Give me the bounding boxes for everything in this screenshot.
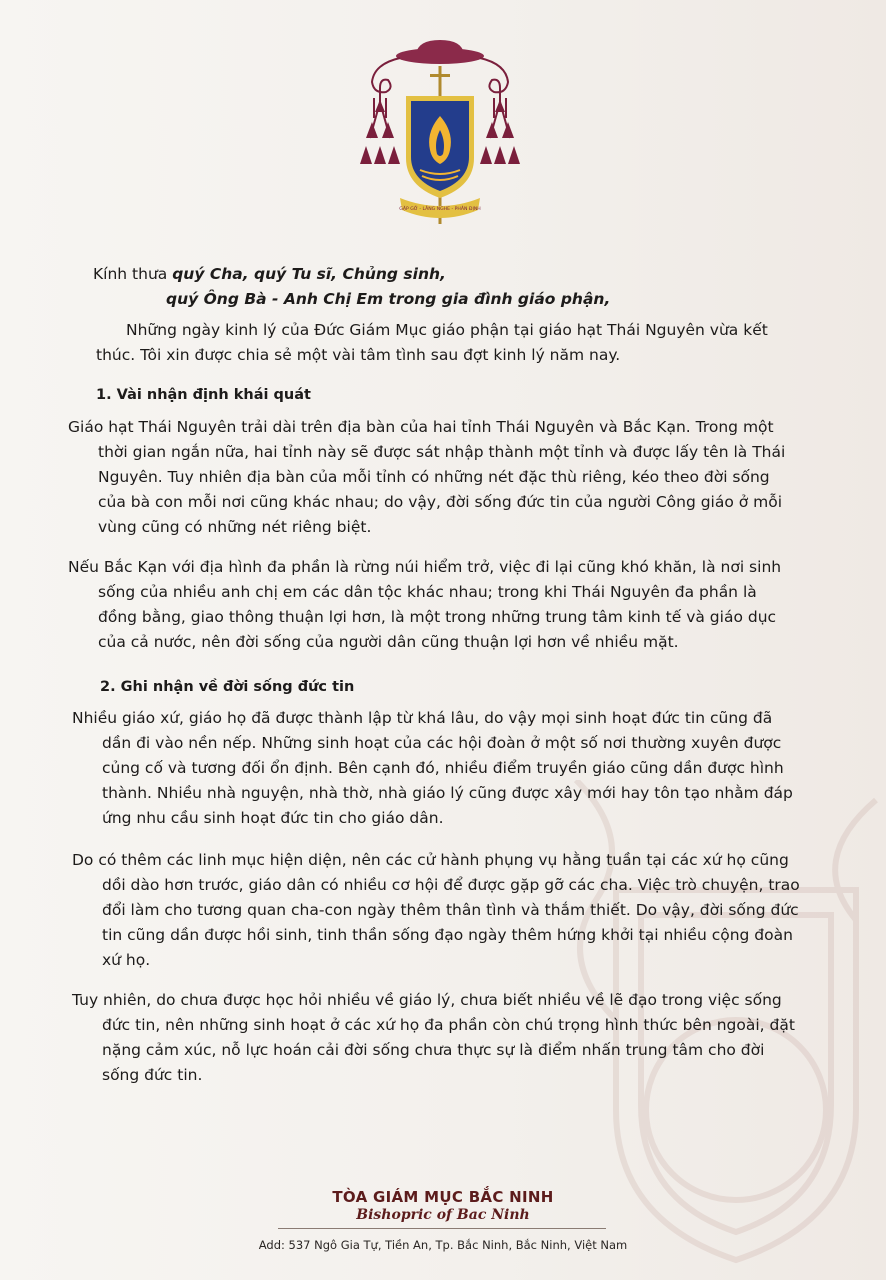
section-1-heading: 1. Vài nhận định khái quát xyxy=(96,387,311,403)
section-2-paragraph-3: Tuy nhiên, do chưa được học hỏi nhiều về giáo lý, chưa biết nhiều về lẽ đạo trong việc sống đức tin, nên những sinh hoạt ở các xứ họ đa phần còn chú trọng hình thức bên ngoài, đặt nặng cảm xúc, nỗ lực hoán cải đời sống chưa thực sự là điểm nhấn trung tâm cho đời sống đức tin. xyxy=(72,991,795,1084)
footer-subtitle: Bishopric of Bac Ninh xyxy=(356,1207,530,1223)
footer-title: TÒA GIÁM MỤC BẮC NINH xyxy=(332,1188,554,1206)
footer-divider xyxy=(278,1228,606,1229)
section-1-paragraph-2: Nếu Bắc Kạn với địa hình đa phần là rừng núi hiểm trở, việc đi lại cũng khó khăn, là nơi sinh sống của nhiều anh chị em các dân tộc khác nhau; trong khi Thái Nguyên đa phần là đồng bằng, giao thông thuận lợi hơn, là một trong những trung tâm kinh tế và giáo dục của cả nước, nên đời sống của người dân cũng thuận lợi hơn về nhiều mặt. xyxy=(68,558,782,651)
section-2-paragraph-1: Nhiều giáo xứ, giáo họ đã được thành lập từ khá lâu, do vậy mọi sinh hoạt đức tin cũng đã dần đi vào nền nếp. Những sinh hoạt của các hội đoàn ở một số nơi thường xuyên được củng cố và tương đối ổn định. Bên cạnh đó, nhiều điểm truyền giáo cũng dần được hình thành. Nhiều nhà nguyện, nhà thờ, nhà giáo lý cũng được xây mới hay tôn tạo nhằm đáp ứng nhu cầu sinh hoạt đức tin cho giáo dân. xyxy=(72,709,793,827)
coat-of-arms-icon xyxy=(360,38,520,228)
salutation xyxy=(93,262,610,312)
section-2-heading: 2. Ghi nhận về đời sống đức tin xyxy=(100,679,355,695)
section-2-paragraph-2: Do có thêm các linh mục hiện diện, nên các cử hành phụng vụ hằng tuần tại các xứ họ cũng dồi dào hơn trước, giáo dân có nhiều cơ hội để được gặp gỡ các cha. Việc trò chuyện, trao đổi làm cho tương quan cha-con ngày thêm thân tình và thắm thiết. Do vậy, đời sống đức tin cũng dần được hồi sinh, tinh thần sống đạo ngày thêm hứng khởi tại nhiều cộng đoàn xứ họ. xyxy=(72,851,800,969)
salutation-prefix: Kính thưa xyxy=(93,265,173,283)
salutation-line1: quý Cha, quý Tu sĩ, Chủng sinh, xyxy=(172,265,446,283)
salutation-line2: quý Ông Bà - Anh Chị Em trong gia đình giáo phận, xyxy=(166,290,611,308)
footer-address: Add: 537 Ngô Gia Tự, Tiền An, Tp. Bắc Ninh, Bắc Ninh, Việt Nam xyxy=(258,1238,628,1252)
intro-paragraph: Những ngày kinh lý của Đức Giám Mục giáo phận tại giáo hạt Thái Nguyên vừa kết thúc. Tôi xin được chia sẻ một vài tâm tình sau đợt kinh lý năm nay. xyxy=(96,321,768,364)
section-1-paragraph-1: Giáo hạt Thái Nguyên trải dài trên địa bàn của hai tỉnh Thái Nguyên và Bắc Kạn. Trong một thời gian ngắn nữa, hai tỉnh này sẽ được sát nhập thành một tỉnh và được lấy tên là Thái Nguyên. Tuy nhiên địa bàn của mỗi tỉnh có những nét đặc thù riêng, kéo theo đời sống của bà con mỗi nơi cũng khác nhau; do vậy, đời sống đức tin của người Công giáo ở mỗi vùng cũng có những nét riêng biệt. xyxy=(68,418,786,536)
crest-motto: GẶP GỠ - LẮNG NGHE - PHÂN ĐỊNH xyxy=(399,207,481,212)
